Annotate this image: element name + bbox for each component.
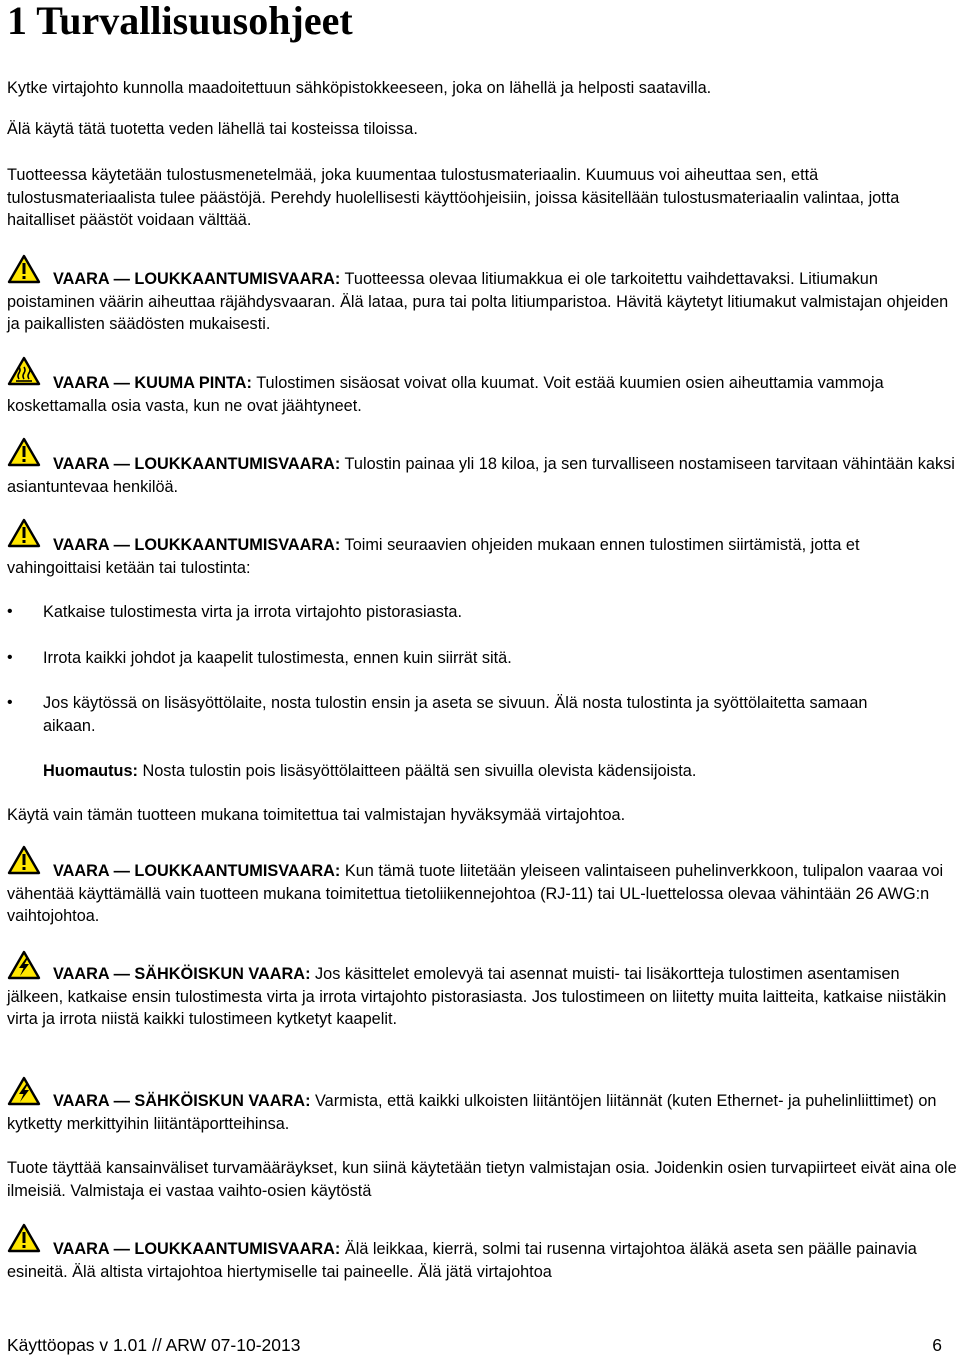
- warning-label: VAARA — LOUKKAANTUMISVAARA:: [53, 536, 341, 554]
- warning-label: VAARA — LOUKKAANTUMISVAARA:: [53, 455, 341, 473]
- warning-label: VAARA — SÄHKÖISKUN VAARA:: [53, 965, 311, 983]
- warning-label: VAARA — LOUKKAANTUMISVAARA:: [53, 1240, 341, 1258]
- warning-text: Tuotteessa olevaa litiumakkua ei ole tarkoitettu vaihdettavaksi. Litiumakun poistaminen väärin aiheuttaa räjähdysvaaran. Älä lataa, pura tai polta litiumparistoa. Hävitä käytetyt litiumakut valmistajan ohjeiden ja paikallisten säädösten mukaisesti.: [7, 270, 949, 333]
- warning-label: VAARA — LOUKKAANTUMISVAARA:: [53, 270, 341, 288]
- list-item: [7, 601, 957, 625]
- bullet-icon: •: [7, 603, 13, 620]
- page-number: 6: [932, 1335, 942, 1355]
- warning-weight: [7, 453, 957, 498]
- list-item: [7, 647, 957, 671]
- warning-label: VAARA — LOUKKAANTUMISVAARA:: [53, 862, 341, 880]
- note-label: Huomautus:: [43, 762, 138, 780]
- bullet-icon: •: [7, 649, 13, 666]
- warning-text: Älä leikkaa, kierrä, solmi tai rusenna virtajohtoa äläkä aseta sen päälle painavia esineitä. Älä altista virtajohtoa hiertymiselle tai paineelle. Älä jätä virtajohtoa: [7, 1240, 917, 1281]
- list-item-text: Jos käytössä on lisäsyöttölaite, nosta tulostin ensin ja aseta se sivuun. Älä nosta tulostinta ja syöttölaitetta samaan aikaan.: [43, 694, 868, 735]
- warning-label: VAARA — SÄHKÖISKUN VAARA:: [53, 1092, 311, 1110]
- paragraph-safety-standards: Tuote täyttää kansainväliset turvamääräykset, kun siinä käytetään tietyn valmistajan osia. Joidenkin osien turvapiirteet eivät aina ole ilmeisiä. Valmistaja ei vastaa vaihto-osien käytöstä: [7, 1159, 957, 1200]
- warning-text: Jos käsittelet emolevyä tai asennat muisti- tai lisäkortteja tulostimen asentamisen jälkeen, katkaise ensin tulostimesta virta ja irrota virtajohto pistorasiasta. Jos tulostimeen on liitetty muita laitteita, katkaise niistäkin virta ja irrota niistä kaikki tulostimeen kytketyt kaapelit.: [7, 965, 947, 1028]
- warning-text: Kun tämä tuote liitetään yleiseen valintaiseen puhelinverkkoon, tulipalon vaaraa voi vähentää käyttämällä vain tuotteen mukana toimitettua tietoliikennejohtoa (RJ-11) tai UL-luettelossa olevaa vähintään 26 AWG:n vaihtojohtoa.: [7, 862, 944, 925]
- list-item-text: Irrota kaikki johdot ja kaapelit tulostimesta, ennen kuin siirrät sitä.: [43, 649, 512, 667]
- paragraph-water: Älä käytä tätä tuotetta veden lähellä tai kosteissa tiloissa.: [7, 120, 418, 138]
- warning-shock-board: [7, 963, 957, 1031]
- page-title: 1 Turvallisuusohjeet: [7, 0, 353, 43]
- warning-shock-connections: [7, 1090, 957, 1135]
- warning-text: Varmista, että kaikki ulkoisten liitäntöjen liitännät (kuten Ethernet- ja puhelinliittimet) on kytketty merkittyihin liitäntäportteihinsa.: [7, 1092, 937, 1133]
- warning-cord-damage: [7, 1238, 957, 1283]
- warning-text: Tulostimen sisäosat voivat olla kuumat. Voit estää kuumien osien aiheuttamia vammoja koskettamalla osia vasta, kun ne ovat jäähtyneet.: [7, 374, 884, 415]
- warning-text: Tulostin painaa yli 18 kiloa, ja sen turvalliseen nostamiseen tarvitaan vähintään kaksi asiantuntevaa henkilöä.: [7, 455, 955, 496]
- warning-text: Toimi seuraavien ohjeiden mukaan ennen tulostimen siirtämistä, jotta et vahingoittaisi ketään tai tulostinta:: [7, 536, 860, 577]
- warning-label: VAARA — KUUMA PINTA:: [53, 374, 252, 392]
- warning-hot-surface: [7, 372, 957, 417]
- bullet-icon: •: [7, 694, 13, 711]
- warning-moving: [7, 534, 957, 579]
- warning-battery: [7, 268, 957, 336]
- warning-phone-line: [7, 860, 957, 928]
- list-item: [7, 692, 957, 738]
- note-lift: [43, 760, 943, 783]
- paragraph-emissions: Tuotteessa käytetään tulostusmenetelmää, joka kuumentaa tulostusmateriaalin. Kuumuus voi aiheuttaa sen, että tulostusmateriaalista tulee päästöjä. Perehdy huolellisesti käyttöohjeisiin, joissa käsitellään tulostusmateriaalin valintaa, jotta haitalliset päästöt voidaan välttää.: [7, 166, 900, 229]
- paragraph-power-cord: Kytke virtajohto kunnolla maadoitettuun sähköpistokkeeseen, joka on lähellä ja helposti saatavilla.: [7, 79, 712, 97]
- list-item-text: Katkaise tulostimesta virta ja irrota virtajohto pistorasiasta.: [43, 603, 462, 621]
- note-text: Nosta tulostin pois lisäsyöttölaitteen päältä sen sivuilla olevista kädensijoista.: [137, 762, 697, 780]
- paragraph-power-cord-type: Käytä vain tämän tuotteen mukana toimitettua tai valmistajan hyväksymää virtajohtoa.: [7, 806, 626, 824]
- footer-doc-info: Käyttöopas v 1.01 // ARW 07-10-2013: [7, 1335, 301, 1355]
